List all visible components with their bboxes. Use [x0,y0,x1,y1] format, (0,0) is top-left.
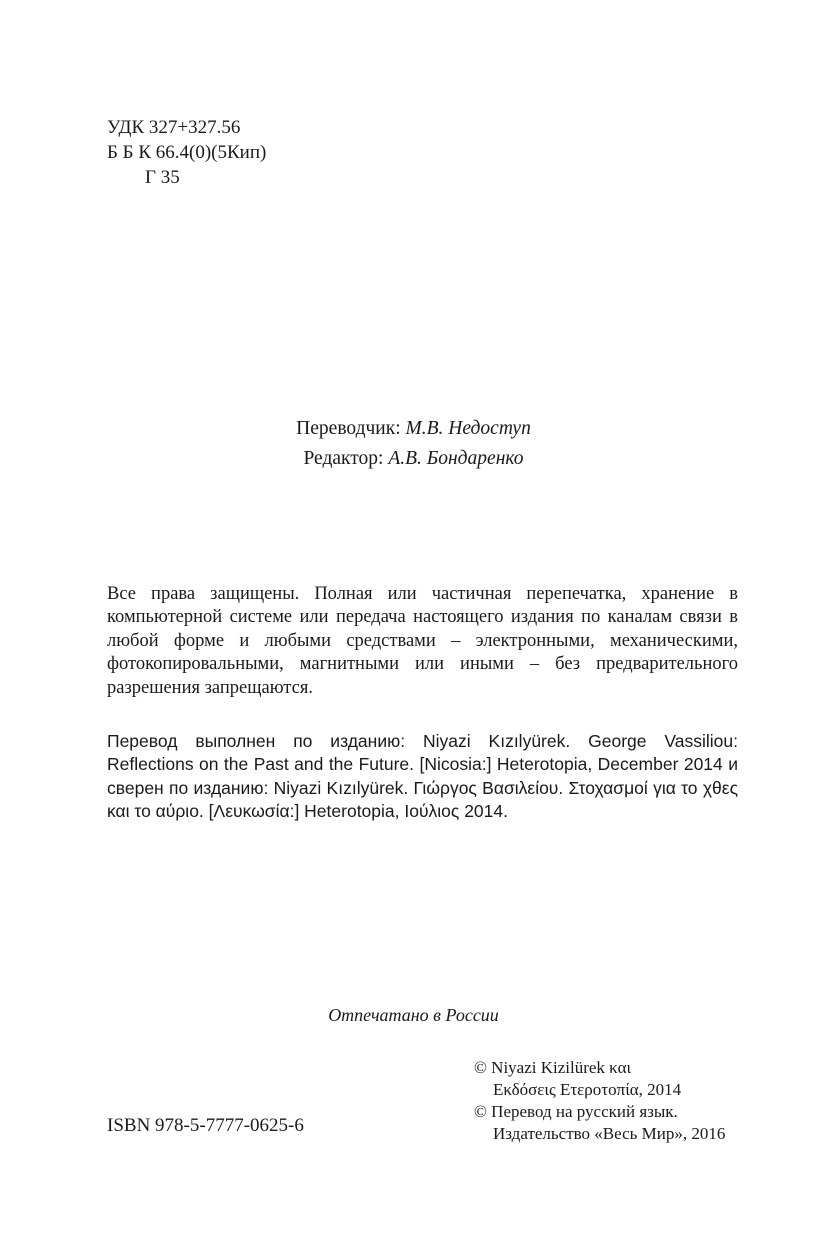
editor-line [0,444,827,474]
classification-block [107,115,266,190]
editor-label: Редактор: [303,448,384,469]
source-note: Перевод выполнен по изданию: Niyazi Kızılyürek. George Vassiliou: Reflections on the Past and the Future. [Nicosia:] Heterotopia, December 2014 и сверен по изданию: Niyazi Kızılyürek. Γιώργος Βασιλείου. Στοχασμοί για το χθες και το αύριο. [Λευκωσία:] Heterotopia, Ιούλιος 2014. [107,730,738,821]
author-mark: Г 35 [145,167,180,188]
printed-in: Отпечатано в России [328,1005,499,1025]
translator-name: М.В. Недоступ [405,418,531,439]
isbn: ISBN 978-5-7777-0625-6 [107,1115,304,1136]
udk-code: УДК 327+327.56 [107,117,241,138]
rights-notice: Все права защищены. Полная или частичная перепечатка, хранение в компьютерной системе или передача настоящего издания по каналам связи в любой форме и любыми средствами – электронными, механическими, фотокопировальными, магнитными или иными – без предварительного разрешения запрещаются. [107,583,738,698]
copyright-line-2: Εκδόσεις Ετεροτοπία, 2014 [493,1080,682,1099]
copyright-line-1: © Niyazi Kizilürek και [474,1058,632,1077]
translator-label: Переводчик: [296,418,401,439]
copyright-line-3: © Перевод на русский язык. [474,1102,678,1121]
editor-name: А.В. Бондаренко [388,448,524,469]
translator-line [0,414,827,444]
copyright-line-4: Издательство «Весь Мир», 2016 [493,1124,726,1143]
credits-block [0,414,827,474]
copyright-block [474,1057,725,1145]
bbk-code: Б Б К 66.4(0)(5Кип) [107,142,267,163]
